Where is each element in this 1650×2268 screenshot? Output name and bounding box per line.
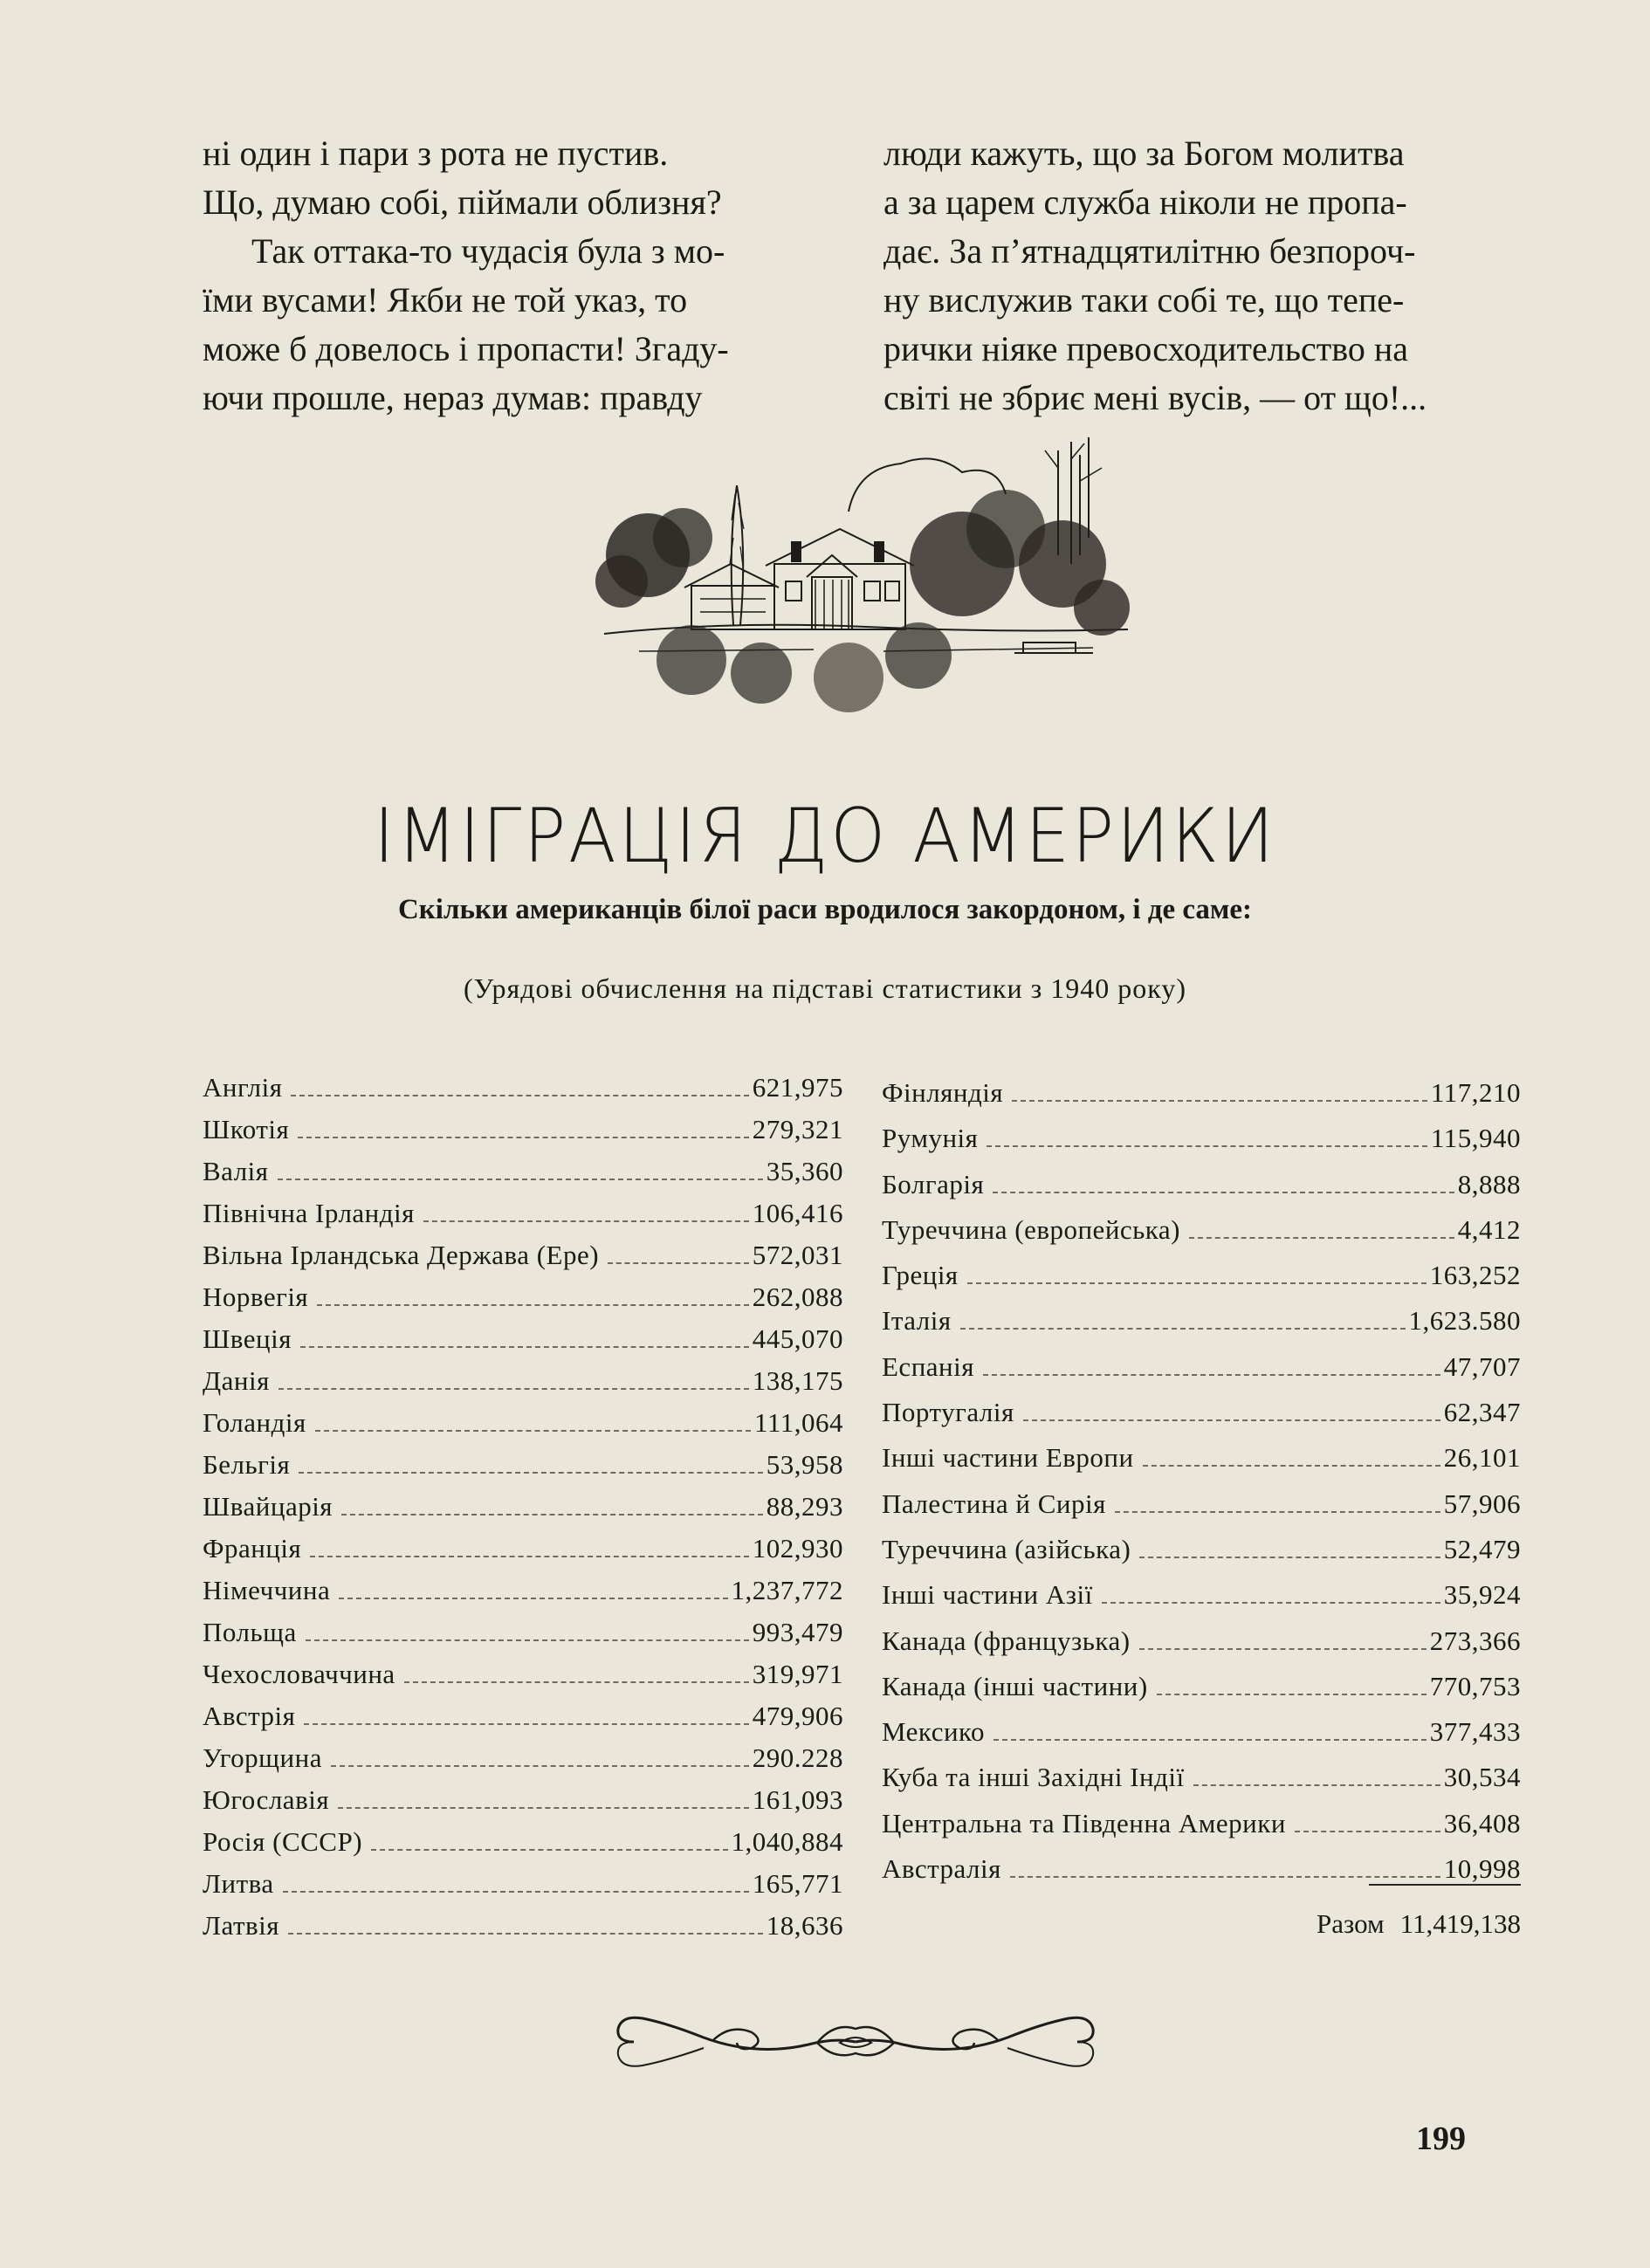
country-name: Болгарія [882, 1168, 985, 1199]
prose-line: може б довелось і пропасти! Згаду- [203, 329, 729, 368]
dot-leader [299, 1472, 762, 1474]
dot-leader [1023, 1419, 1440, 1421]
count-value: 1,623.580 [1408, 1305, 1521, 1337]
dot-leader [310, 1556, 748, 1557]
table-row [203, 1067, 843, 1109]
dot-leader [1010, 1876, 1440, 1878]
table-row [203, 1570, 843, 1612]
dot-leader [278, 1388, 749, 1390]
country-name: Литва [203, 1868, 274, 1899]
dot-leader [993, 1192, 1454, 1193]
table-row [203, 1821, 843, 1863]
country-name: Румунія [882, 1123, 979, 1154]
count-value: 377,433 [1429, 1716, 1521, 1748]
dot-leader [298, 1137, 748, 1138]
country-name: Валія [203, 1156, 269, 1186]
count-value: 445,070 [752, 1323, 843, 1354]
dot-leader [404, 1681, 749, 1683]
dot-leader [423, 1220, 749, 1222]
country-name: Чехословаччина [203, 1659, 395, 1689]
prose-line: ну вислужив таки собі те, що тепе- [883, 280, 1405, 320]
count-value: 117,210 [1430, 1077, 1521, 1108]
dot-leader [1139, 1557, 1440, 1558]
country-name: Куба та інші Західні Індії [882, 1762, 1185, 1793]
table-row [882, 1709, 1521, 1755]
table-row [882, 1298, 1521, 1344]
total-label: Разом [1317, 1908, 1385, 1939]
table-row [882, 1207, 1521, 1253]
count-value: 26,101 [1443, 1442, 1521, 1474]
table-row [203, 1276, 843, 1318]
country-name: Греція [882, 1260, 959, 1291]
prose-line: Що, думаю собі, піймали облизня? [203, 182, 722, 222]
country-name: Португалія [882, 1397, 1014, 1428]
country-name: Фінляндія [882, 1077, 1004, 1108]
country-name: Інші частини Азії [882, 1579, 1093, 1611]
total-rule [1369, 1884, 1521, 1886]
dot-leader [288, 1933, 763, 1935]
dot-leader [339, 1598, 727, 1599]
dot-leader [1139, 1648, 1427, 1650]
dot-leader [608, 1262, 749, 1264]
table-row [203, 1360, 843, 1402]
count-value: 621,975 [752, 1072, 843, 1103]
country-name: Німеччина [203, 1575, 331, 1605]
prose-line: ні один і пари з рота не пустив. [203, 134, 669, 173]
count-value: 35,924 [1443, 1579, 1521, 1611]
table-row [882, 1253, 1521, 1298]
country-name: Голандія [203, 1407, 306, 1438]
count-value: 47,707 [1443, 1350, 1521, 1382]
table-row [882, 1435, 1521, 1481]
immigration-table-right [882, 1070, 1521, 1892]
count-value: 62,347 [1443, 1397, 1521, 1428]
table-row [203, 1318, 843, 1360]
country-house-engraving-icon [587, 433, 1138, 721]
subtitle: Скільки американців білої раси вродилося закордоном, і де саме: [397, 894, 1253, 925]
table-row [203, 1863, 843, 1905]
total-value: 11,419,138 [1399, 1908, 1521, 1939]
table-row [882, 1664, 1521, 1709]
dot-leader [338, 1807, 749, 1809]
country-name: Шкотія [203, 1114, 290, 1144]
count-value: 106,416 [752, 1198, 843, 1228]
prose-line: ючи прошле, нераз думав: правду [203, 378, 703, 417]
country-name: Швеція [203, 1323, 292, 1354]
dot-leader [987, 1145, 1427, 1147]
country-name: Туреччина (европейська) [882, 1213, 1180, 1245]
table-row [203, 1109, 843, 1151]
country-name: Росія (СССР) [203, 1826, 363, 1857]
count-value: 115,940 [1430, 1123, 1521, 1154]
country-name: Угорщина [203, 1742, 322, 1773]
dot-leader [1102, 1602, 1440, 1604]
count-value: 88,293 [766, 1491, 843, 1522]
count-value: 165,771 [752, 1868, 843, 1899]
country-name: Канада (інші частини) [882, 1670, 1148, 1701]
total-row [1257, 1908, 1521, 1940]
count-value: 8,888 [1457, 1168, 1521, 1199]
prose-line: Так оттака-то чудасія була з мо- [251, 231, 725, 271]
page-number: 199 [1416, 2120, 1466, 2157]
table-row [882, 1162, 1521, 1207]
prose-column-right [883, 129, 1526, 423]
table-row [203, 1444, 843, 1486]
prose-line: дає. За п’ятнадцятилітню безпороч- [883, 231, 1416, 271]
country-name: Югославія [203, 1784, 330, 1815]
table-row [203, 1486, 843, 1528]
count-value: 279,321 [752, 1114, 843, 1144]
count-value: 57,906 [1443, 1488, 1521, 1519]
prose-line: а за царем служба ніколи не пропа- [883, 182, 1407, 222]
dot-leader [1143, 1465, 1440, 1467]
country-name: Австралія [882, 1853, 1001, 1885]
table-row [882, 1619, 1521, 1664]
dot-leader [300, 1346, 749, 1348]
count-value: 290.228 [752, 1742, 843, 1773]
country-name: Канада (французька) [882, 1625, 1131, 1656]
country-name: Північна Ірландія [203, 1198, 415, 1228]
count-value: 1,040,884 [731, 1826, 843, 1857]
country-name: Норвегія [203, 1282, 309, 1312]
dot-leader [1115, 1511, 1440, 1513]
dot-leader [1295, 1831, 1440, 1832]
table-row [203, 1612, 843, 1653]
dot-leader [371, 1849, 727, 1851]
table-row [203, 1234, 843, 1276]
count-value: 35,360 [766, 1156, 843, 1186]
count-value: 18,636 [766, 1910, 843, 1941]
dot-leader [1193, 1784, 1440, 1786]
country-name: Бельгія [203, 1449, 291, 1480]
prose-line: світі не збриє мені вусів, — от що!... [883, 378, 1427, 417]
table-row [203, 1151, 843, 1192]
table-row [882, 1527, 1521, 1572]
country-name: Інші частини Европи [882, 1442, 1134, 1474]
table-row [203, 1905, 843, 1947]
dot-leader [315, 1430, 751, 1432]
count-value: 770,753 [1429, 1670, 1521, 1701]
table-row [203, 1653, 843, 1695]
country-name: Центральна та Південна Америки [882, 1807, 1286, 1838]
count-value: 4,412 [1457, 1213, 1521, 1245]
country-name: Палестина й Сирія [882, 1488, 1106, 1519]
count-value: 10,998 [1443, 1853, 1521, 1885]
count-value: 161,093 [752, 1784, 843, 1815]
count-value: 262,088 [752, 1282, 843, 1312]
table-row [882, 1070, 1521, 1116]
country-name: Польща [203, 1617, 297, 1647]
prose-column-left [203, 129, 845, 423]
count-value: 52,479 [1443, 1533, 1521, 1564]
country-name: Франція [203, 1533, 302, 1564]
country-name: Латвія [203, 1910, 280, 1941]
count-value: 479,906 [752, 1701, 843, 1731]
dot-leader [304, 1723, 748, 1725]
count-value: 102,930 [752, 1533, 843, 1564]
dot-leader [291, 1095, 748, 1096]
country-name: Мексико [882, 1716, 986, 1748]
dot-leader [960, 1328, 1406, 1330]
count-value: 53,958 [766, 1449, 843, 1480]
table-row [882, 1116, 1521, 1161]
dot-leader [317, 1304, 749, 1306]
country-name: Туреччина (азійська) [882, 1533, 1131, 1564]
dot-leader [331, 1765, 749, 1767]
country-name: Англія [203, 1072, 283, 1103]
table-row [882, 1755, 1521, 1800]
table-row [203, 1192, 843, 1234]
dot-leader [993, 1739, 1427, 1741]
dot-leader [1012, 1100, 1427, 1102]
dot-leader [1189, 1237, 1454, 1239]
country-name: Швайцарія [203, 1491, 333, 1522]
source-note: (Урядові обчислення на підставі статистики з 1940 року) [464, 972, 1186, 1004]
count-value: 36,408 [1443, 1807, 1521, 1838]
table-row [882, 1801, 1521, 1846]
dot-leader [306, 1639, 749, 1641]
count-value: 273,366 [1429, 1625, 1521, 1656]
table-row [882, 1572, 1521, 1618]
table-row [882, 1481, 1521, 1527]
count-value: 319,971 [752, 1659, 843, 1689]
dot-leader [983, 1374, 1440, 1376]
count-value: 163,252 [1429, 1260, 1521, 1291]
country-name: Вільна Ірландська Держава (Ере) [203, 1240, 600, 1270]
dot-leader [967, 1282, 1427, 1284]
dot-leader [341, 1514, 763, 1515]
table-row [203, 1779, 843, 1821]
dot-leader [283, 1891, 749, 1893]
count-value: 30,534 [1443, 1762, 1521, 1793]
prose-line: люди кажуть, що за Богом молитва [883, 134, 1405, 173]
table-row [203, 1695, 843, 1737]
page-title: ІМІГРАЦІЯ ДО АМЕРИКИ [374, 793, 1276, 880]
count-value: 1,237,772 [731, 1575, 843, 1605]
table-row [203, 1737, 843, 1779]
count-value: 111,064 [754, 1407, 843, 1438]
country-name: Еспанія [882, 1350, 975, 1382]
count-value: 138,175 [752, 1365, 843, 1396]
country-name: Данія [203, 1365, 270, 1396]
count-value: 993,479 [752, 1617, 843, 1647]
immigration-table-left [203, 1067, 843, 1947]
table-row [203, 1528, 843, 1570]
country-name: Італія [882, 1305, 952, 1337]
table-row [882, 1390, 1521, 1435]
prose-line: їми вусами! Якби не той указ, то [203, 280, 688, 320]
prose-line: рички ніяке превосходительство на [883, 329, 1408, 368]
country-name: Австрія [203, 1701, 296, 1731]
flourish-ornament-icon [599, 2003, 1112, 2081]
table-row [882, 1344, 1521, 1390]
table-row [203, 1402, 843, 1444]
dot-leader [1157, 1694, 1427, 1695]
dot-leader [278, 1179, 763, 1180]
count-value: 572,031 [752, 1240, 843, 1270]
